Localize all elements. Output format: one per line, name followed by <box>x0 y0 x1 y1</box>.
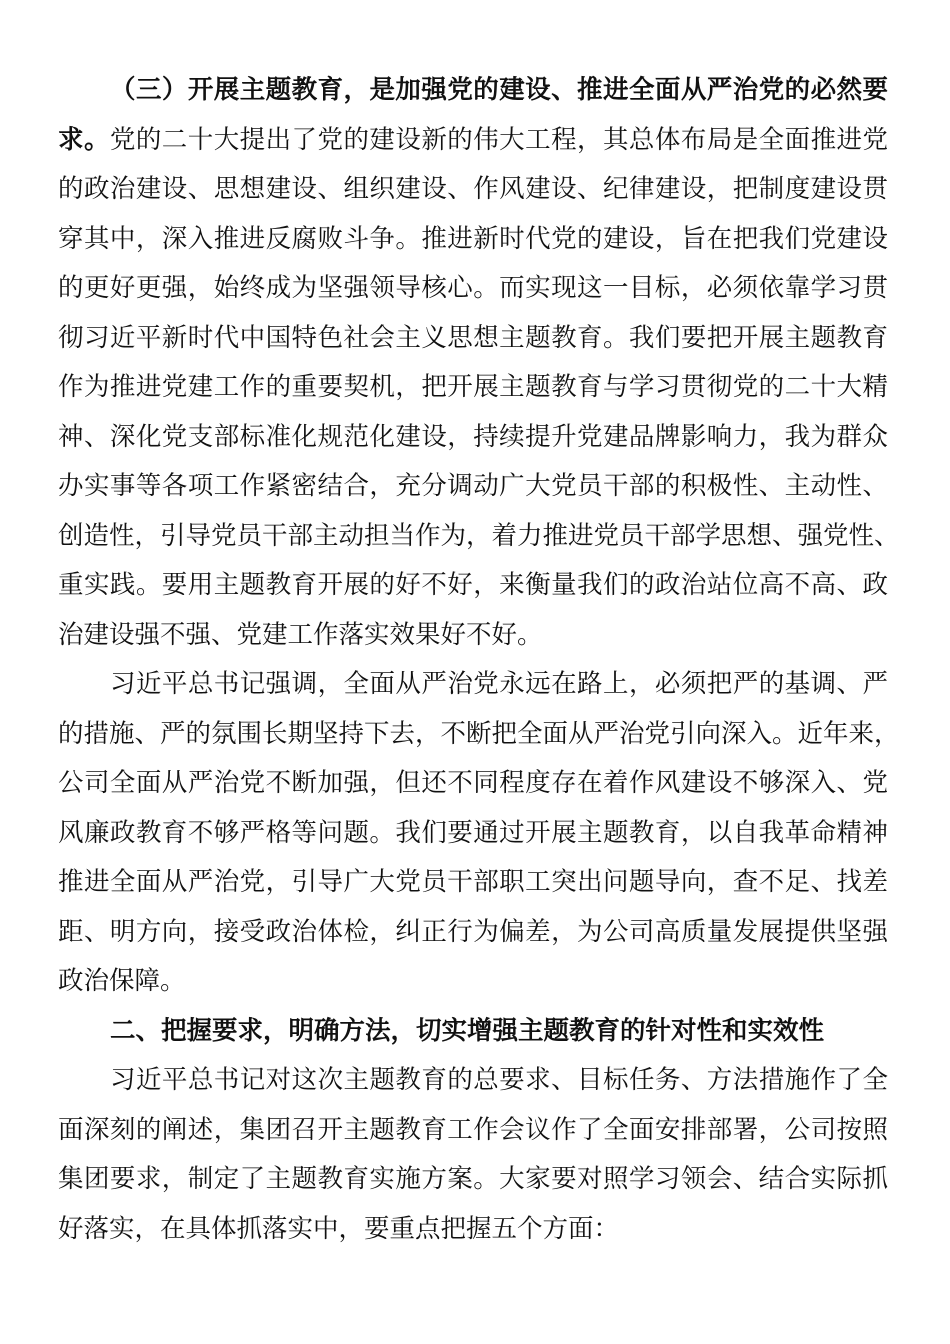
paragraph-line: 距、明方向，接受政治体检，纠正行为偏差，为公司高质量发展提供坚强 <box>58 916 888 947</box>
section-two-heading: 二、把握要求，明确方法，切实增强主题教育的针对性和实效性 <box>110 1016 825 1046</box>
paragraph-line: 治建设强不强、党建工作落实效果好不好。 <box>58 619 543 650</box>
paragraph-line: 办实事等各项工作紧密结合，充分调动广大党员干部的积极性、主动性、 <box>58 471 888 501</box>
paragraph-line: 集团要求，制定了主题教育实施方案。大家要对照学习领会、结合实际抓 <box>58 1164 888 1194</box>
section-two-heading-block <box>58 1007 888 1057</box>
paragraph-line: 彻习近平新时代中国特色社会主义思想主题教育。我们要把开展主题教育 <box>58 322 888 353</box>
paragraph-line: 作为推进党建工作的重要契机，把开展主题教育与学习贯彻党的二十大精 <box>58 372 888 402</box>
paragraph-line: 推进全面从严治党，引导广大党员干部职工突出问题导向，查不足、找差 <box>58 867 888 897</box>
paragraph-line: 的政治建设、思想建设、组织建设、作风建设、纪律建设，把制度建设贯 <box>58 174 888 204</box>
paragraph-line: 公司全面从严治党不断加强，但还不同程度存在着作风建设不够深入、党 <box>58 768 888 798</box>
section-three-heading-end: 求。 <box>58 124 110 155</box>
paragraph-text: 党的二十大提出了党的建设新的伟大工程，其总体布局是全面推进党 <box>109 124 888 155</box>
paragraph-line: 创造性，引导党员干部主动担当作为，着力推进党员干部学思想、强党性、 <box>58 520 900 551</box>
paragraph-line: 习近平总书记对这次主题教育的总要求、目标任务、方法措施作了全 <box>110 1065 888 1095</box>
paragraph-line <box>58 116 888 166</box>
paragraph-line: 的更好更强，始终成为坚强领导核心。而实现这一目标，必须依靠学习贯 <box>58 273 888 303</box>
paragraph-line: 政治保障。 <box>58 966 186 996</box>
paragraph-line: 好落实，在具体抓落实中，要重点把握五个方面： <box>58 1213 620 1244</box>
strict-governance-paragraph <box>58 660 900 1007</box>
paragraph-line: 重实践。要用主题教育开展的好不好，来衡量我们的政治站位高不高、政 <box>58 570 888 600</box>
paragraph-line: 风廉政教育不够严格等问题。我们要通过开展主题教育，以自我革命精神 <box>58 817 888 848</box>
paragraph-line: 的措施、严的氛围长期坚持下去，不断把全面从严治党引向深入。近年来， <box>58 718 900 749</box>
paragraph-line: 面深刻的阐述，集团召开主题教育工作会议作了全面安排部署，公司按照 <box>58 1114 888 1145</box>
requirements-paragraph <box>58 1056 888 1254</box>
paragraph-line: 穿其中，深入推进反腐败斗争。推进新时代党的建设，旨在把我们党建设 <box>58 223 888 254</box>
section-three-paragraph <box>58 66 900 660</box>
section-three-heading: （三）开展主题教育，是加强党的建设、推进全面从严治党的必然要 <box>110 75 888 105</box>
paragraph-line: 神、深化党支部标准化规范化建设，持续提升党建品牌影响力，我为群众 <box>58 421 888 452</box>
paragraph-line: 习近平总书记强调，全面从严治党永远在路上，必须把严的基调、严 <box>110 669 888 699</box>
